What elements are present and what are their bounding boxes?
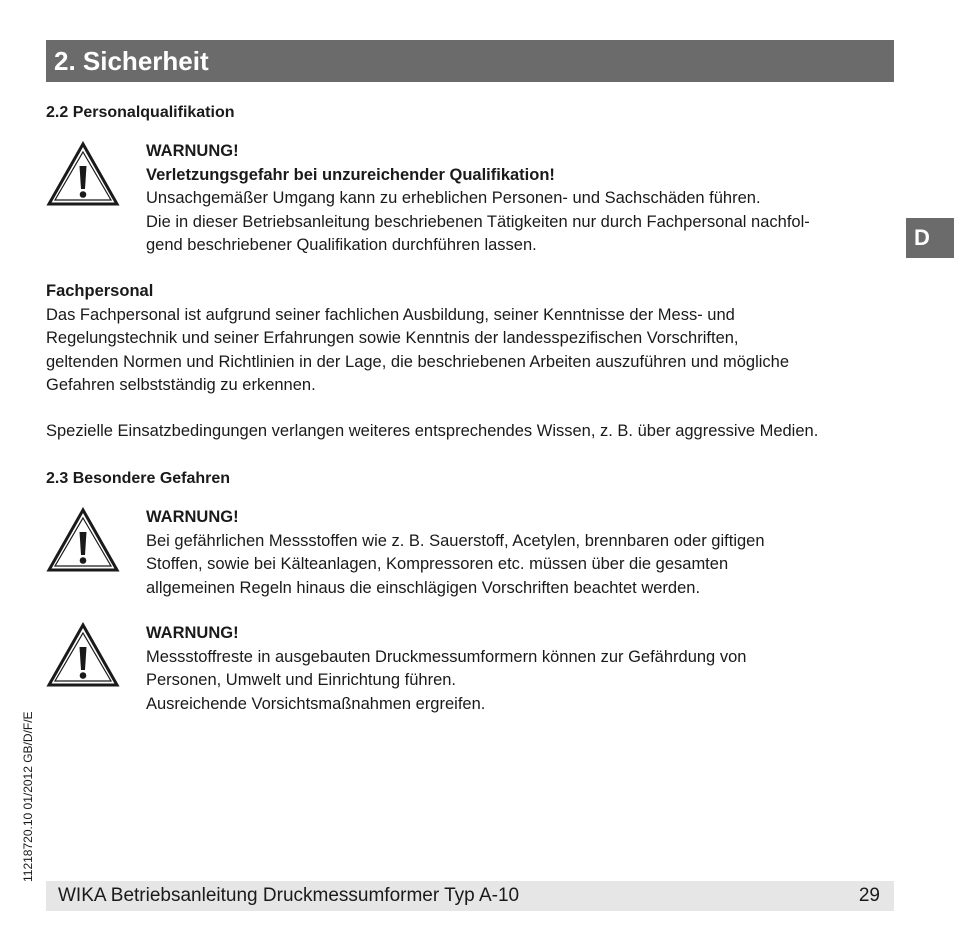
- chapter-title: 2. Sicherheit: [46, 40, 894, 82]
- fachpersonal-paragraph: [46, 280, 896, 398]
- footer: [46, 881, 894, 911]
- warning-line: Ausreichende Vorsichtsmaßnahmen ergreifen.: [146, 694, 486, 713]
- warning-line: gend beschriebener Qualifikation durchführen lassen.: [146, 236, 537, 254]
- document-code: 11218720.10 01/2012 GB/D/F/E: [21, 711, 35, 882]
- warning-line: allgemeinen Regeln hinaus die einschlägigen Vorschriften beachtet werden.: [146, 578, 701, 597]
- section-title-2-2: 2.2 Personalqualifikation: [46, 104, 235, 121]
- language-tab: D: [906, 218, 954, 258]
- paragraph-line: Regelungstechnik und seiner Erfahrungen sowie Kenntnis der landesspezifischen Vorschriften,: [46, 329, 739, 347]
- warning-line: Bei gefährlichen Messstoffen wie z. B. Sauerstoff, Acetylen, brennbaren oder giftigen: [146, 531, 765, 550]
- warning-heading: WARNUNG!: [146, 624, 239, 642]
- footer-title: WIKA Betriebsanleitung Druckmessumformer Typ A-10: [58, 885, 520, 906]
- warning-triangle-icon: [46, 507, 120, 573]
- warning-triangle-icon: [46, 141, 120, 207]
- warning-block-residual-media: [146, 622, 896, 716]
- paragraph-line: Spezielle Einsatzbedingungen verlangen weiteres entsprechendes Wissen, z. B. über aggressive Medien.: [46, 422, 819, 440]
- warning-line: Unsachgemäßer Umgang kann zu erheblichen Personen- und Sachschäden führen.: [146, 189, 761, 207]
- warning-block-qualification: [146, 140, 896, 258]
- warning-line: Personen, Umwelt und Einrichtung führen.: [146, 671, 457, 689]
- warning-line: Stoffen, sowie bei Kälteanlagen, Kompressoren etc. müssen über die gesamten: [146, 555, 729, 573]
- warning-subheading: Verletzungsgefahr bei unzureichender Qualifikation!: [146, 165, 555, 184]
- warning-heading: WARNUNG!: [146, 508, 239, 526]
- special-conditions-paragraph: [46, 420, 896, 444]
- paragraph-line: Das Fachpersonal ist aufgrund seiner fachlichen Ausbildung, seiner Kenntnisse der Mess- und: [46, 305, 735, 324]
- warning-heading: WARNUNG!: [146, 142, 239, 160]
- page-number: 29: [858, 885, 880, 906]
- paragraph-line: Gefahren selbstständig zu erkennen.: [46, 376, 316, 394]
- section-title-2-3: 2.3 Besondere Gefahren: [46, 470, 231, 487]
- warning-triangle-icon: [46, 622, 120, 688]
- warning-line: Die in dieser Betriebsanleitung beschriebenen Tätigkeiten nur durch Fachpersonal nachfol-: [146, 212, 810, 231]
- paragraph-line: geltenden Normen und Richtlinien in der Lage, die beschriebenen Arbeiten auszuführen und mögliche: [46, 352, 789, 371]
- warning-block-hazardous-media: [146, 506, 896, 600]
- fachpersonal-heading: Fachpersonal: [46, 282, 154, 300]
- warning-line: Messstoffreste in ausgebauten Druckmessumformern können zur Gefährdung von: [146, 647, 747, 666]
